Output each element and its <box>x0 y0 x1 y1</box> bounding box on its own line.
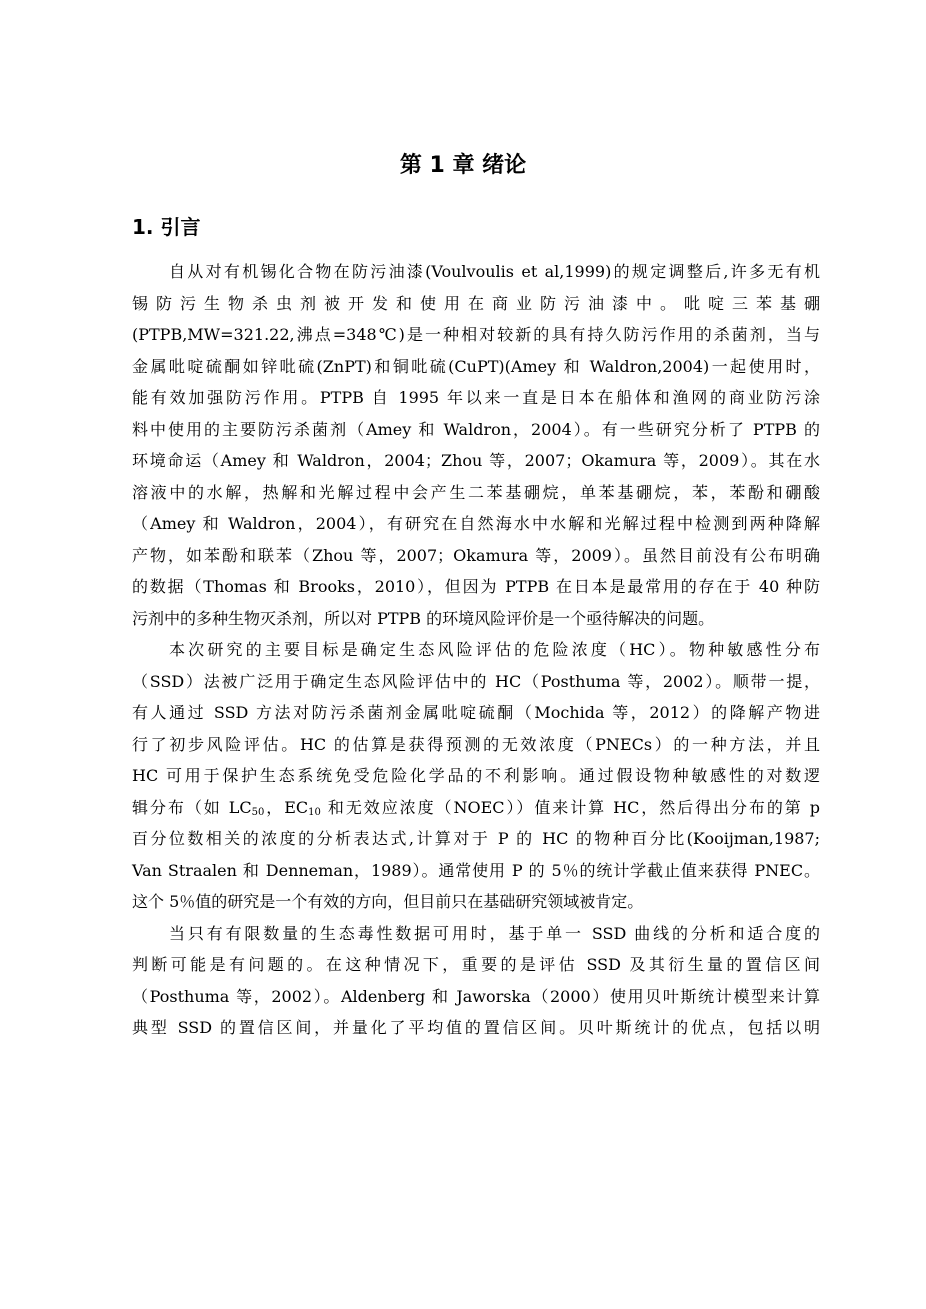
text-line: 料中使用的主要防污杀菌剂（Amey 和 Waldron，2004）。有一些研究分析了 PTPB 的 <box>132 419 820 439</box>
text-line: (PTPB,MW=321.22,沸点=348℃)是一种相对较新的具有持久防污作用的杀菌剂，当与 <box>132 325 820 344</box>
text-line: 产物，如苯酚和联苯（Zhou 等，2007；Okamura 等，2009）。虽然目前没有公布明确 <box>132 545 820 565</box>
text-line: 百分位数相关的浓度的分析表达式,计算对于 P 的 HC 的物种百分比(Kooijman,1987; <box>132 829 820 848</box>
chapter-title: 第 1 章 绪论 <box>399 153 527 178</box>
lc-subscript: 50 <box>251 806 265 818</box>
paragraph-1 <box>132 256 820 634</box>
section-title: 1. 引言 <box>132 215 201 239</box>
paragraph-2 <box>132 634 820 918</box>
text-line: 环境命运（Amey 和 Waldron，2004；Zhou 等，2007；Okamura 等，2009）。其在水 <box>132 451 820 470</box>
text-line: 自从对有机锡化合物在防污油漆(Voulvoulis et al,1999)的规定调整后,许多无有机 <box>169 262 820 281</box>
paragraph-3 <box>132 918 820 1044</box>
text-line: 溶液中的水解，热解和光解过程中会产生二苯基硼烷，单苯基硼烷，苯，苯酚和硼酸 <box>132 482 820 502</box>
text-line: （Posthuma 等，2002）。Aldenberg 和 Jaworska（2000）使用贝叶斯统计模型来计算 <box>132 986 820 1006</box>
text-line: 的数据（Thomas 和 Brooks，2010），但因为 PTPB 在日本是最常用的存在于 40 种防 <box>132 577 820 596</box>
text-line: HC 可用于保护生态系统免受危险化学品的不利影响。通过假设物种敏感性的对数逻 <box>132 766 820 785</box>
text-line: （SSD）法被广泛用于确定生态风险评估中的 HC（Posthuma 等，2002）。顺带一提， <box>132 671 820 691</box>
lc-text-mid: ，EC <box>264 797 309 817</box>
text-line: 这个 5％值的研究是一个有效的方向，但目前只在基础研究领域被肯定。 <box>132 892 644 911</box>
text-line-lc50 <box>132 792 820 824</box>
text-line: 行了初步风险评估。HC 的估算是获得预测的无效浓度（PNECs）的一种方法，并且 <box>132 734 820 754</box>
text-line: 判断可能是有问题的。在这种情况下，重要的是评估 SSD 及其衍生量的置信区间 <box>132 955 820 974</box>
text-line: 本次研究的主要目标是确定生态风险评估的危险浓度（HC）。物种敏感性分布 <box>169 640 820 659</box>
text-line: 金属吡啶硫酮如锌吡硫(ZnPT)和铜吡硫(CuPT)(Amey 和 Waldron,2004)一起使用时， <box>132 356 820 376</box>
lc-text-pre: 辑分布（如 LC <box>132 797 252 817</box>
text-line: 当只有有限数量的生态毒性数据可用时，基于单一 SSD 曲线的分析和适合度的 <box>169 923 820 943</box>
text-line: 典型 SSD 的置信区间，并量化了平均值的置信区间。贝叶斯统计的优点，包括以明 <box>132 1018 820 1037</box>
text-line: Van Straalen 和 Denneman，1989）。通常使用 P 的 5％的统计学截止值来获得 PNEC。 <box>132 860 820 880</box>
body-text <box>132 256 820 1044</box>
text-line: 能有效加强防污作用。PTPB 自 1995 年以来一直是日本在船体和渔网的商业防污涂 <box>132 388 820 407</box>
ec-subscript: 10 <box>308 806 321 818</box>
text-line: 污剂中的多种生物灭杀剂，所以对 PTPB 的环境风险评价是一个亟待解决的问题。 <box>132 608 715 628</box>
text-line: 锡 防 污 生 物 杀 虫 剂 被 开 发 和 使 用 在 商 业 防 污 油 漆 中 。 吡 啶 三 苯 基 硼 <box>132 293 820 313</box>
lc-text-post: 和无效应浓度（NOEC））值来计算 HC，然后得出分布的第 p <box>320 797 820 817</box>
text-line: （Amey 和 Waldron，2004），有研究在自然海水中水解和光解过程中检测到两种降解 <box>132 514 820 533</box>
text-line: 有人通过 SSD 方法对防污杀菌剂金属吡啶硫酮（Mochida 等，2012）的降解产物进 <box>132 703 820 722</box>
